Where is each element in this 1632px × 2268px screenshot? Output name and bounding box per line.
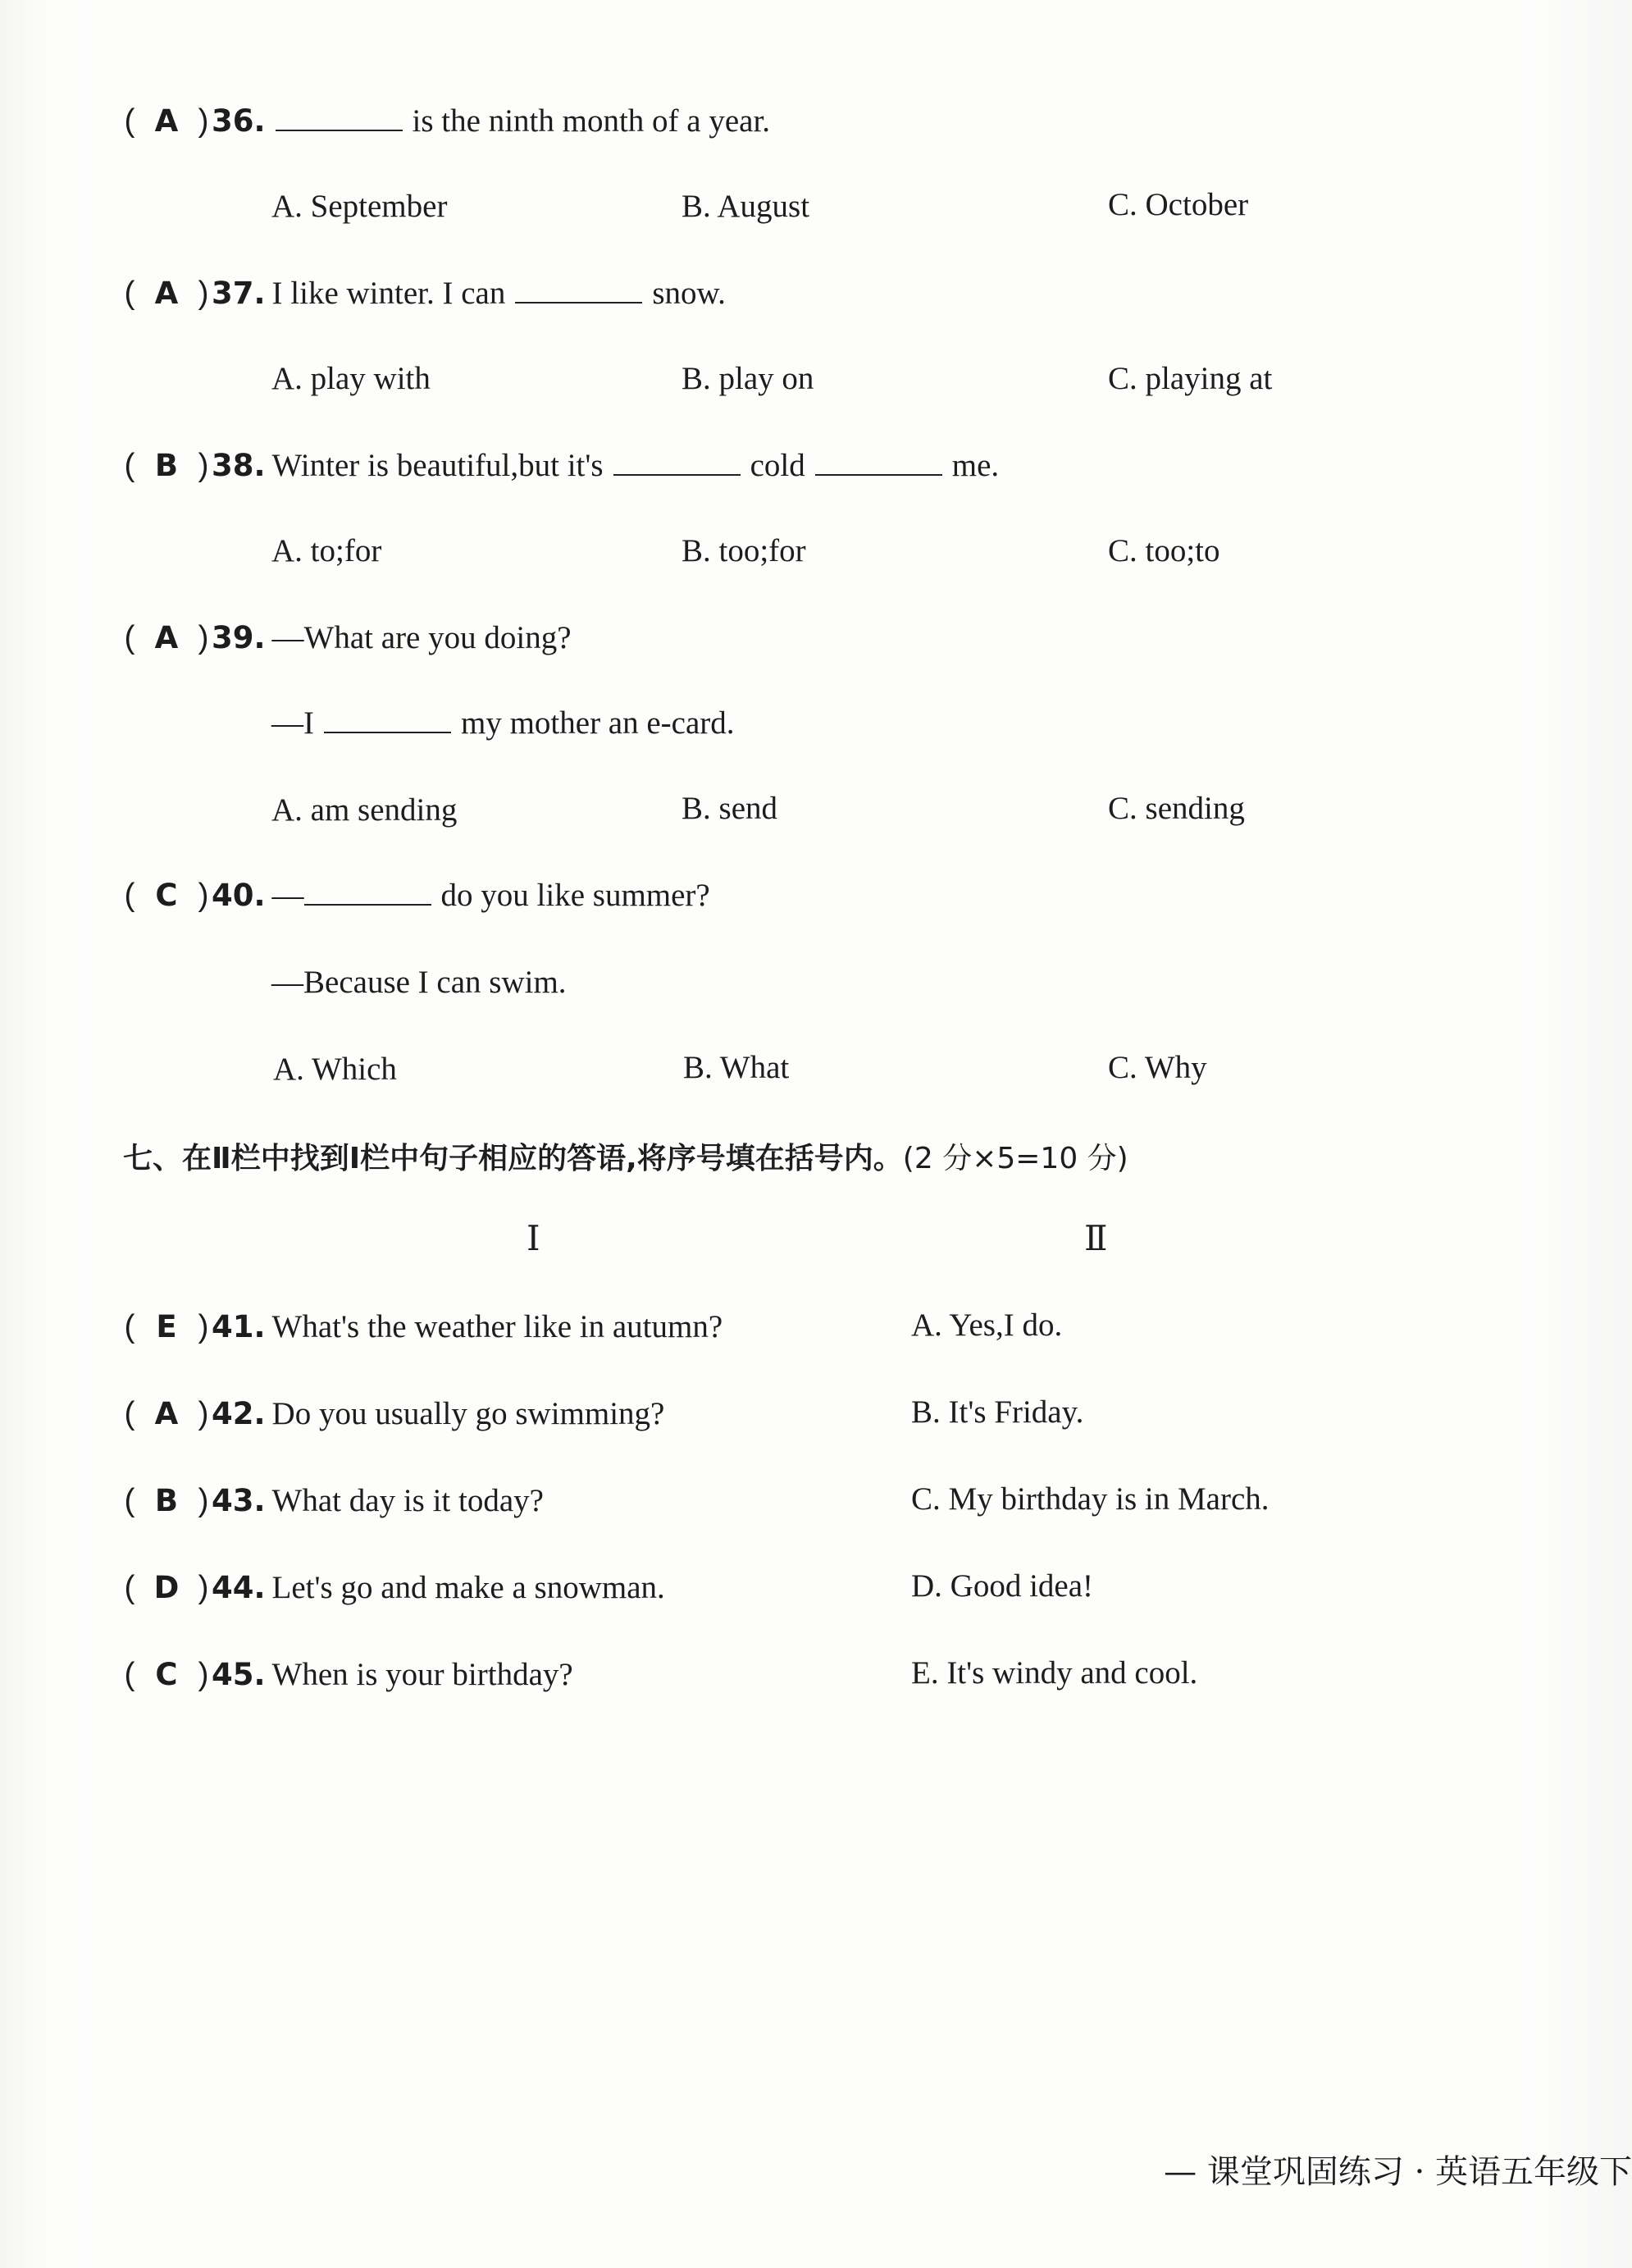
option-40-c: C. Why	[1108, 1050, 1207, 1085]
match-question-41: ( E )41. What's the weather like in autumn?	[124, 1309, 723, 1344]
answer-44: D	[153, 1570, 180, 1605]
question-39: ( A )39. —What are you doing?	[124, 620, 572, 655]
question-number-41: 41.	[212, 1309, 266, 1344]
blank-37	[515, 277, 642, 303]
question-number-37: 37.	[212, 276, 266, 311]
section-points: (2 分×5=10 分)	[902, 1142, 1128, 1175]
answer-38: B	[154, 448, 179, 483]
match-question-43: ( B )43. What day is it today?	[124, 1483, 544, 1518]
option-38-c: C. too;to	[1108, 533, 1220, 568]
answer-36: A	[154, 103, 179, 139]
page-footer: — 课堂巩固练习 · 英语五年级下	[1164, 2153, 1632, 2191]
option-37-a: A. play with	[271, 361, 431, 396]
question-40-line2: —Because I can swim.	[271, 965, 567, 1000]
answer-43: B	[154, 1483, 179, 1518]
option-36-b: B. August	[682, 189, 810, 224]
question-number-40: 40.	[212, 878, 266, 913]
question-38-stem-after: me.	[951, 448, 1000, 483]
option-36-c: C. October	[1108, 187, 1249, 222]
answer-41: E	[156, 1309, 177, 1344]
answer-37: A	[154, 276, 179, 311]
blank-38-2	[815, 449, 942, 476]
question-number-38: 38.	[212, 448, 266, 483]
match-option-d: D. Good idea!	[911, 1568, 1094, 1604]
match-option-b: B. It's Friday.	[911, 1394, 1084, 1430]
match-question-45: ( C )45. When is your birthday?	[124, 1657, 573, 1692]
match-question-41-text: What's the weather like in autumn?	[271, 1309, 723, 1344]
option-40-a: A. Which	[273, 1052, 397, 1087]
question-38: ( B )38. Winter is beautiful,but it's cold me.	[124, 448, 1000, 483]
match-question-42-text: Do you usually go swimming?	[271, 1396, 665, 1431]
column-1-heading: Ⅰ	[527, 1221, 540, 1258]
question-36-stem: is the ninth month of a year.	[412, 103, 771, 139]
option-39-c: C. sending	[1108, 791, 1245, 826]
question-number-44: 44.	[212, 1570, 266, 1605]
option-37-c: C. playing at	[1108, 361, 1273, 396]
blank-36	[276, 105, 403, 131]
answer-39: A	[154, 620, 179, 655]
option-39-a: A. am sending	[271, 792, 458, 828]
answer-42: A	[154, 1396, 179, 1431]
question-number-43: 43.	[212, 1483, 266, 1518]
match-question-44-text: Let's go and make a snowman.	[271, 1570, 665, 1605]
blank-40	[304, 879, 431, 906]
question-36: ( A )36. is the ninth month of a year.	[124, 103, 771, 139]
question-number-36: 36.	[212, 103, 266, 139]
question-39-line2-before: —I	[271, 705, 314, 741]
option-36-a: A. September	[271, 189, 448, 224]
question-37: ( A )37. I like winter. I can snow.	[124, 276, 726, 311]
match-option-a: A. Yes,I do.	[911, 1307, 1063, 1343]
option-39-b: B. send	[682, 791, 777, 826]
option-37-b: B. play on	[682, 361, 814, 396]
question-39-line2	[271, 707, 735, 739]
match-question-43-text: What day is it today?	[271, 1483, 544, 1518]
answer-45: C	[155, 1657, 178, 1692]
answer-40: C	[155, 878, 178, 913]
column-2-heading: Ⅱ	[1084, 1221, 1108, 1258]
match-question-45-text: When is your birthday?	[271, 1657, 573, 1692]
option-38-b: B. too;for	[682, 533, 806, 568]
match-option-c: C. My birthday is in March.	[911, 1481, 1270, 1517]
blank-38-1	[613, 449, 741, 476]
question-number-45: 45.	[212, 1657, 266, 1692]
question-38-stem-before: Winter is beautiful,but it's	[271, 448, 604, 483]
option-38-a: A. to;for	[271, 533, 382, 568]
match-question-42: ( A )42. Do you usually go swimming?	[124, 1396, 665, 1431]
question-39-line2-after: my mother an e-card.	[461, 705, 735, 741]
question-number-42: 42.	[212, 1396, 266, 1431]
option-40-b: B. What	[683, 1050, 790, 1085]
question-40: ( C )40. — do you like summer?	[124, 878, 710, 913]
match-option-e: E. It's windy and cool.	[911, 1655, 1198, 1691]
question-37-stem-after: snow.	[652, 276, 726, 311]
blank-39	[324, 707, 451, 733]
question-number-39: 39.	[212, 620, 266, 655]
section-title	[123, 1135, 1128, 1177]
match-question-44: ( D )44. Let's go and make a snowman.	[124, 1570, 665, 1605]
question-39-stem: —What are you doing?	[271, 620, 572, 655]
question-40-stem-after: do you like summer?	[440, 878, 710, 913]
question-37-stem-before: I like winter. I can	[271, 276, 506, 311]
section-title-text: 七、在Ⅱ栏中找到Ⅰ栏中句子相应的答语,将序号填在括号内。	[123, 1142, 903, 1175]
question-38-stem-middle: cold	[750, 448, 805, 483]
question-40-stem-before: —	[271, 878, 304, 913]
